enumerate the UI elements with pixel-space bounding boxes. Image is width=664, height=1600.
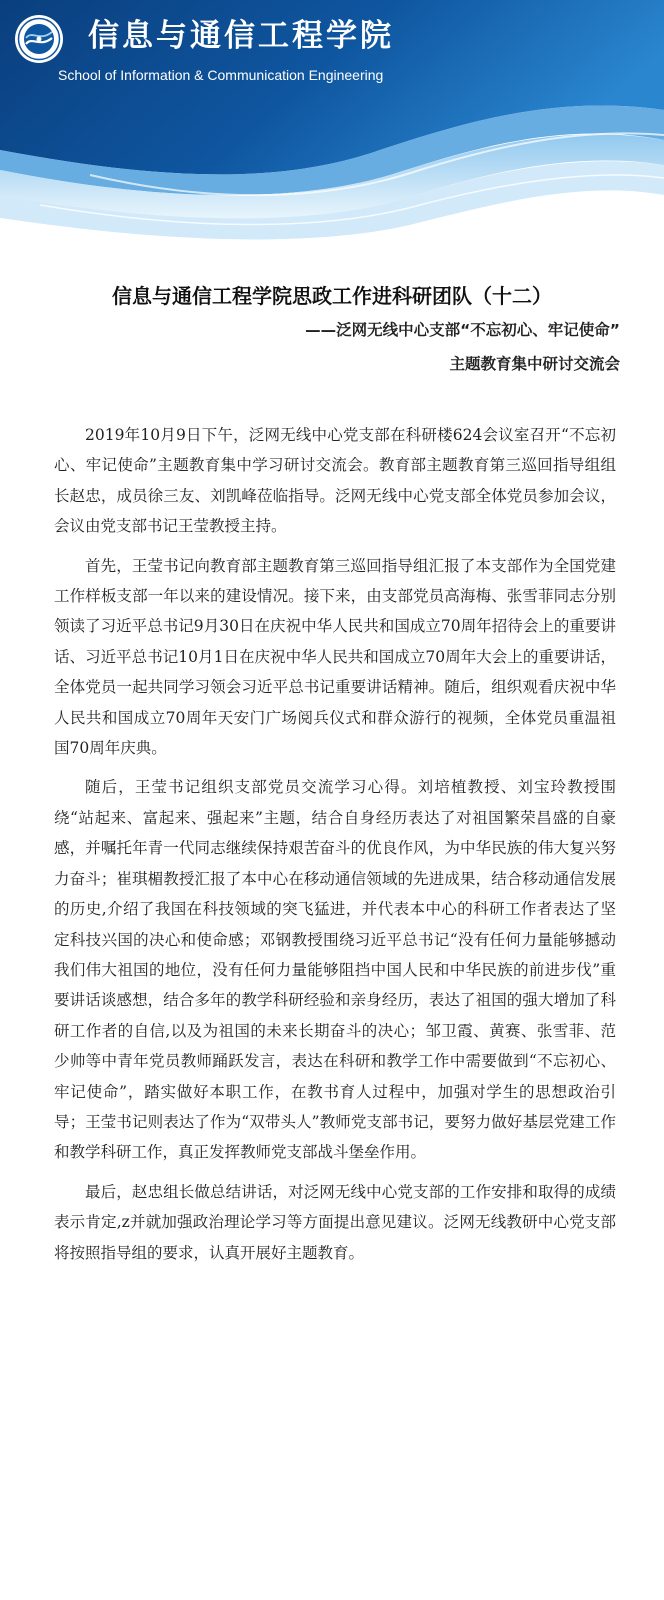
article-subtitle-line2: 主题教育集中研讨交流会 xyxy=(449,355,620,373)
school-name-en: School of Information & Communication Engineering xyxy=(58,67,384,83)
article-subtitle-line1: ——泛网无线中心支部“不忘初心、牢记使命” xyxy=(305,321,620,339)
article-paragraph: 最后，赵忠组长做总结讲话，对泛网无线中心党支部的工作安排和取得的成绩表示肯定,z并就加强政治理论学习等方面提出意见建议。泛网无线教研中心党支部将按照指导组的要求，认真开展好主题教育。 xyxy=(54,1182,616,1262)
article-paragraph: 首先，王莹书记向教育部主题教育第三巡回指导组汇报了本支部作为全国党建工作样板支部一年以来的建设情况。接下来，由支部党员高海梅、张雪菲同志分别领读了习近平总书记9月30日在庆祝中华人民共和国成立70周年招待会上的重要讲话、习近平总书记10月1日在庆祝中华人民共和国成立70周年大会上的重要讲话，全体党员一起共同学习领会习近平总书记重要讲话精神。随后，组织观看庆祝中华人民共和国成立70周年天安门广场阅兵仪式和群众游行的视频，全体党员重温祖国70周年庆典。 xyxy=(54,556,616,758)
article-body xyxy=(54,420,616,1277)
university-seal-icon xyxy=(14,14,64,64)
article-title: 信息与通信工程学院思政工作进科研团队（十二） xyxy=(112,284,552,308)
school-name-cn: 信息与通信工程学院 xyxy=(88,18,394,54)
article-paragraph: 随后，王莹书记组织支部党员交流学习心得。刘培植教授、刘宝玲教授围绕“站起来、富起来、强起来”主题，结合自身经历表达了对祖国繁荣昌盛的自豪感，并嘱托年青一代同志继续保持艰苦奋斗的优良作风，为中华民族的伟大复兴努力奋斗；崔琪楣教授汇报了本中心在移动通信领域的先进成果，结合移动通信发展的历史,介绍了我国在科技领域的突飞猛进，并代表本中心的科研工作者表达了坚定科技兴国的决心和使命感；邓钢教授围绕习近平总书记“没有任何力量能够撼动我们伟大祖国的地位，没有任何力量能够阻挡中国人民和中华民族的前进步伐”重要讲话谈感想，结合多年的教学科研经验和亲身经历，表达了祖国的强大增加了科研工作者的自信,以及为祖国的未来长期奋斗的决心；邹卫霞、黄赛、张雪菲、范少帅等中青年党员教师踊跃发言，表达在科研和教学工作中需要做到“不忘初心、牢记使命”，踏实做好本职工作，在教书育人过程中，加强对学生的思想政治引导；王莹书记则表达了作为“双带头人”教师党支部书记，要努力做好基层党建工作和教学科研工作，真正发挥教师党支部战斗堡垒作用。 xyxy=(54,778,616,1162)
article-paragraph: 2019年10月9日下午，泛网无线中心党支部在科研楼624会议室召开“不忘初心、牢记使命”主题教育集中学习研讨交流会。教育部主题教育第三巡回指导组组长赵忠，成员徐三友、刘凯峰莅临指导。泛网无线中心党支部全体党员参加会议，会议由党支部书记王莹教授主持。 xyxy=(54,426,616,536)
header-banner xyxy=(0,0,664,250)
